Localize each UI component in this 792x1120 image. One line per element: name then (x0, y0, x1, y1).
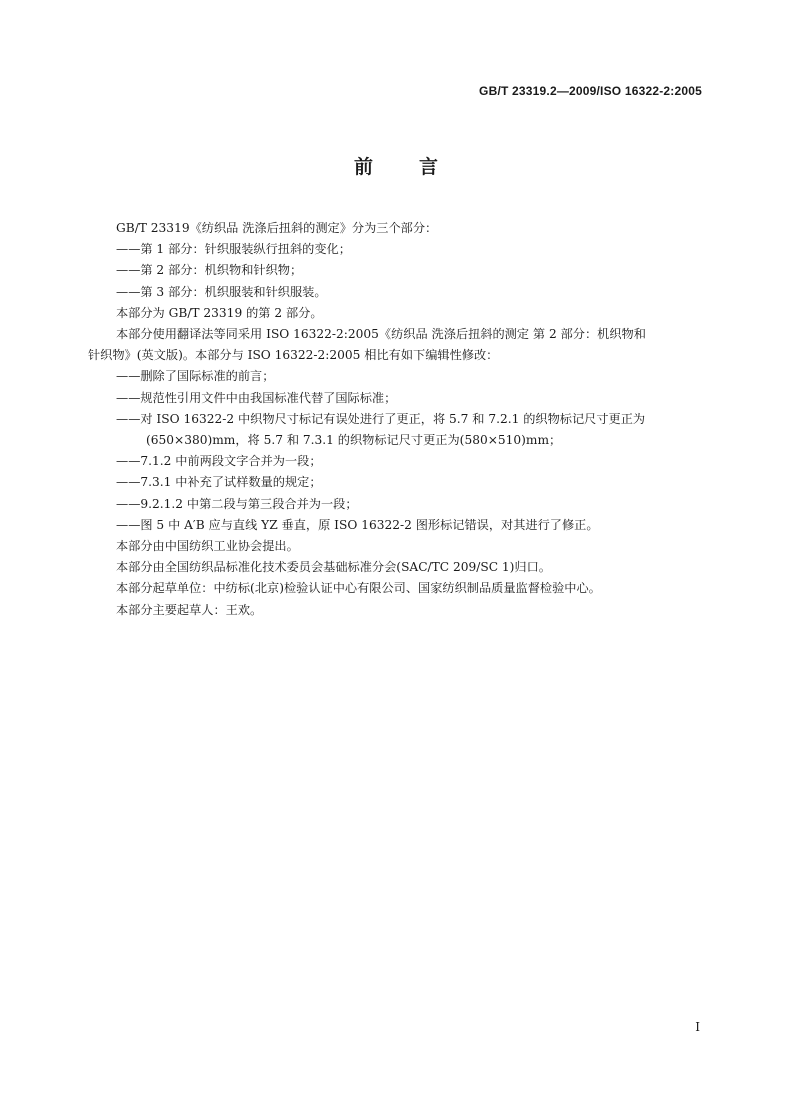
list-item: ——第 1 部分：针织服装纵行扭斜的变化； (116, 242, 351, 257)
paragraph-continuation: 针织物》(英文版)。本部分与 ISO 16322-2:2005 相比有如下编辑性修改： (88, 348, 499, 363)
list-item: ——第 2 部分：机织物和针织物； (116, 263, 303, 278)
list-item-continuation: (650×380)mm，将 5.7 和 7.3.1 的织物标记尺寸更正为(580×510)mm； (146, 433, 562, 448)
list-item: ——删除了国际标准的前言； (116, 369, 275, 384)
list-item: ——7.3.1 中补充了试样数量的规定； (116, 475, 322, 490)
page-title: 前言 (353, 156, 484, 178)
list-item: ——第 3 部分：机织服装和针织服装。 (116, 284, 327, 299)
paragraph: 本部分由全国纺织品标准化技术委员会基础标准分会(SAC/TC 209/SC 1)归口。 (116, 560, 551, 575)
list-item: ——规范性引用文件中由我国标准代替了国际标准； (116, 390, 397, 405)
standard-code-header: GB/T 23319.2—2009/ISO 16322-2:2005 (479, 84, 702, 98)
list-item: ——9.2.1.2 中第二段与第三段合并为一段； (116, 496, 358, 511)
paragraph: GB/T 23319《纺织品 洗涤后扭斜的测定》分为三个部分： (116, 221, 438, 235)
paragraph: 本部分起草单位：中纺标(北京)检验认证中心有限公司、国家纺织制品质量监督检验中心。 (116, 581, 601, 596)
paragraph: 本部分主要起草人：王欢。 (116, 602, 263, 617)
foreword-body (88, 218, 708, 621)
paragraph: 本部分为 GB/T 23319 的第 2 部分。 (116, 305, 323, 320)
paragraph: 本部分使用翻译法等同采用 ISO 16322-2:2005《纺织品 洗涤后扭斜的测定 第 2 部分：机织物和 (116, 327, 646, 342)
list-item: ——对 ISO 16322-2 中织物尺寸标记有误处进行了更正，将 5.7 和 7.2.1 的织物标记尺寸更正为 (116, 411, 646, 426)
list-item: ——7.1.2 中前两段文字合并为一段； (116, 454, 322, 469)
page-number: I (695, 1020, 700, 1034)
list-item: ——图 5 中 A′B 应与直线 YZ 垂直，原 ISO 16322-2 图形标记错误，对其进行了修正。 (116, 517, 599, 532)
paragraph: 本部分由中国纺织工业协会提出。 (116, 539, 299, 554)
